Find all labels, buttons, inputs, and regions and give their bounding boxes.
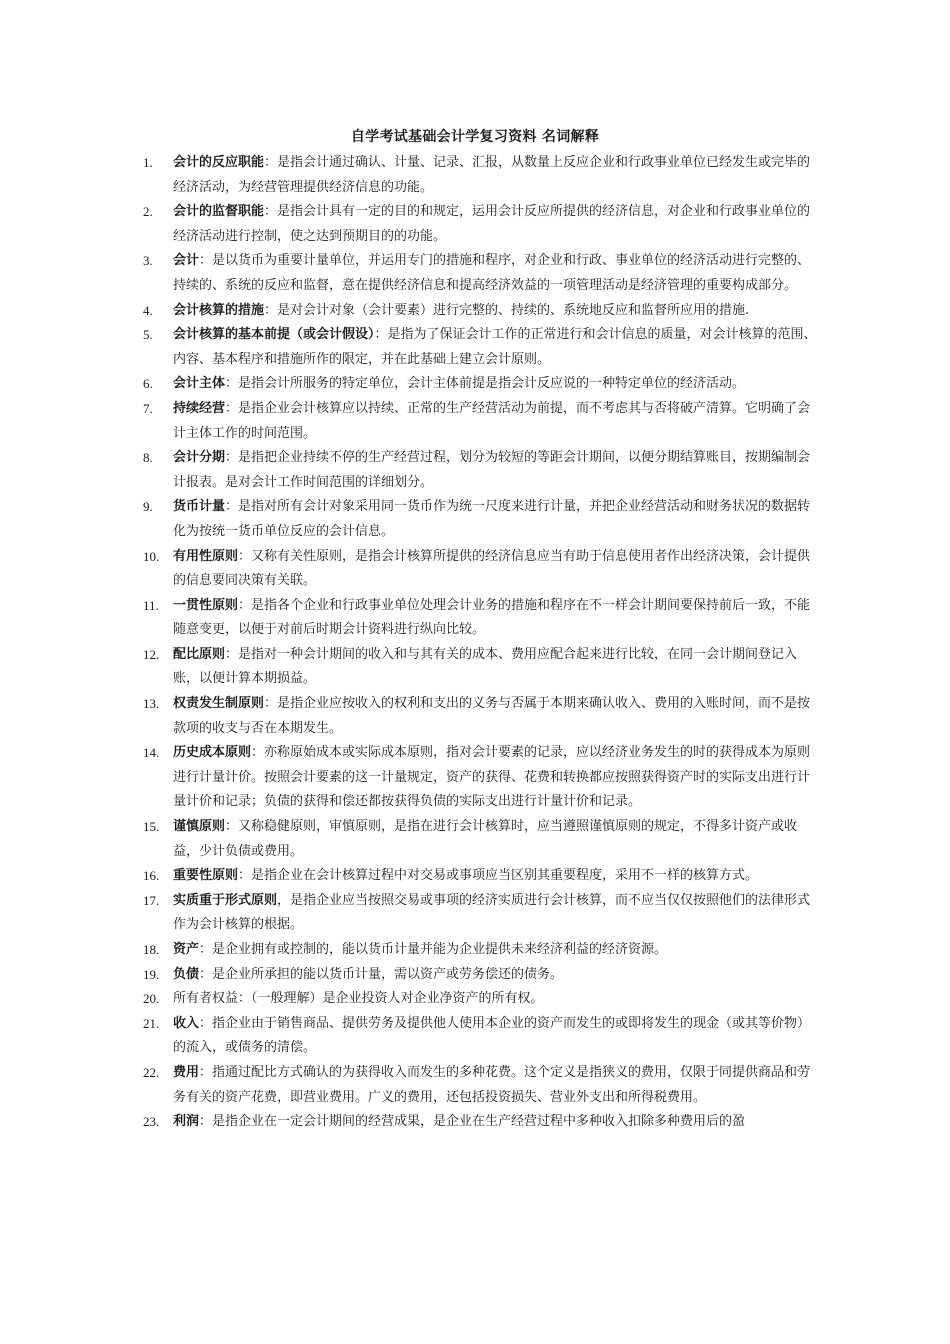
item-number: 19. xyxy=(143,966,160,982)
term-name: 负债 xyxy=(173,966,200,982)
term-item xyxy=(0,938,950,963)
term-item xyxy=(0,495,950,544)
term-separator: ： xyxy=(225,400,239,416)
term-name: 会计核算的措施 xyxy=(173,302,265,318)
term-separator: ： xyxy=(264,204,278,220)
term-definition: 是以货币为重要计量单位，并运用专门的措施和程序，对企业和行政、事业单位的经济活动进行完整的、持续的、系统的反应和监督，意在提供经济信息和提高经济效益的一项管理活动是经济管理的重要构成部分。 xyxy=(173,253,811,293)
term-name: 会计核算的基本前提（或会计假设） xyxy=(173,327,375,343)
term-name: 会计的监督职能 xyxy=(173,204,265,220)
term-separator: ： xyxy=(238,597,252,613)
term-item xyxy=(0,446,950,495)
term-name: 权责发生制原则 xyxy=(173,696,265,712)
term-name: 会计 xyxy=(173,253,200,269)
term-separator: ： xyxy=(238,868,252,884)
item-number: 17. xyxy=(143,892,160,908)
item-number: 11. xyxy=(143,597,159,613)
item-number: 23. xyxy=(143,1114,160,1130)
term-definition: 又称有关性原则，是指会计核算所提供的经济信息应当有助于信息使用者作出经济决策，会计提供的信息要同决策有关联。 xyxy=(173,548,811,589)
item-number: 10. xyxy=(143,548,160,564)
term-name: 资产 xyxy=(173,942,200,957)
item-number: 1. xyxy=(143,155,153,170)
term-item xyxy=(0,987,950,1012)
term-definition: 是指把企业持续不停的生产经营过程，划分为较短的等距会计期间，以便分期结算账目，按期编制会计报表。是对会计工作时间范围的详细划分。 xyxy=(173,450,811,490)
term-name: 会计的反应职能 xyxy=(173,155,265,170)
item-number: 15. xyxy=(143,819,160,835)
item-number: 22. xyxy=(143,1064,160,1080)
term-definition: 是企业拥有或控制的，能以货币计量并能为企业提供未来经济利益的经济资源。 xyxy=(212,942,668,957)
term-definition: 是指会计具有一定的目的和规定，运用会计反应所提供的经济信息，对企业和行政事业单位的经济活动进行控制，使之达到预期目的的功能。 xyxy=(173,204,811,244)
term-item xyxy=(0,815,950,864)
term-item xyxy=(0,594,950,643)
term-item xyxy=(0,864,950,889)
term-name: 利润 xyxy=(173,1114,200,1130)
term-item xyxy=(0,299,950,324)
item-number: 9. xyxy=(143,499,153,515)
term-definition: 是指企业应当按照交易或事项的经济实质进行会计核算，而不应当仅仅按照他们的法律形式作为会计核算的根据。 xyxy=(173,892,811,933)
term-name: 历史成本原则 xyxy=(173,745,252,761)
term-definition: 是指企业应按收入的权利和支出的义务与否属于本期来确认收入、费用的入账时间，而不是按款项的收支与否在本期发生。 xyxy=(173,696,811,736)
term-separator: ， xyxy=(277,892,291,908)
item-number: 2. xyxy=(143,204,153,220)
term-separator: ： xyxy=(225,646,239,662)
term-name: 货币计量 xyxy=(173,499,226,515)
term-name: 费用 xyxy=(173,1064,200,1080)
item-number: 3. xyxy=(143,253,153,269)
term-definition: 是指会计通过确认、计量、记录、汇报，从数量上反应企业和行政事业单位已经发生或完毕的经济活动，为经营管理提供经济信息的功能。 xyxy=(173,155,811,195)
term-separator: ： xyxy=(199,1015,213,1031)
term-name: 谨慎原则 xyxy=(173,819,226,835)
item-number: 14. xyxy=(143,745,160,761)
term-name: 一贯性原则 xyxy=(173,597,239,613)
item-number: 18. xyxy=(143,942,160,957)
term-separator: ： xyxy=(199,253,213,269)
term-definition: 又称稳健原则，审慎原则，是指在进行会计核算时，应当遵照谨慎原则的规定，不得多计资产或收益，少计负债或费用。 xyxy=(173,819,798,859)
term-separator: ： xyxy=(225,499,239,515)
term-item xyxy=(0,1110,950,1135)
term-definition: 所有者权益：（一般理解）是企业投资人对企业净资产的所有权。 xyxy=(173,991,544,1007)
term-item xyxy=(0,323,950,372)
term-definition: 是指对一种会计期间的收入和与其有关的成本、费用应配合起来进行比较，在同一会计期间登记入账，以便计算本期损益。 xyxy=(173,646,798,687)
term-item xyxy=(0,200,950,249)
item-number: 13. xyxy=(143,696,160,712)
term-item xyxy=(0,1012,950,1061)
term-item xyxy=(0,889,950,938)
term-name: 实质重于形式原则 xyxy=(173,892,278,908)
term-separator: ： xyxy=(225,450,239,466)
term-separator: ： xyxy=(225,819,239,835)
term-item xyxy=(0,1061,950,1110)
term-separator: ： xyxy=(199,966,213,982)
term-separator: ： xyxy=(199,1114,213,1130)
term-item xyxy=(0,372,950,397)
document-title: 自学考试基础会计学复习资料 名词解释 xyxy=(350,129,600,145)
item-number: 8. xyxy=(143,450,153,466)
term-separator: ： xyxy=(238,548,252,564)
term-separator: ： xyxy=(251,745,265,761)
term-item xyxy=(0,643,950,692)
term-item xyxy=(0,692,950,741)
term-item xyxy=(0,963,950,988)
term-definition: 是指企业在会计核算过程中对交易或事项应当区别其重要程度，采用不一样的核算方式。 xyxy=(251,868,759,884)
item-number: 4. xyxy=(143,302,153,318)
term-separator: ： xyxy=(199,1064,213,1080)
term-list xyxy=(0,151,950,1135)
term-separator: ： xyxy=(374,327,388,343)
term-name: 会计主体 xyxy=(173,376,226,392)
item-number: 5. xyxy=(143,327,153,343)
term-item xyxy=(0,151,950,200)
term-item xyxy=(0,397,950,446)
term-definition: 是指企业在一定会计期间的经营成果，是企业在生产经营过程中多种收入扣除多种费用后的盈 xyxy=(212,1114,746,1130)
term-item xyxy=(0,249,950,298)
term-definition: 是指会计所服务的特定单位，会计主体前提是指会计反应说的一种特定单位的经济活动。 xyxy=(238,376,746,392)
term-separator: ： xyxy=(225,376,239,392)
term-separator: ： xyxy=(264,696,278,712)
term-name: 持续经营 xyxy=(173,400,226,416)
term-separator: ： xyxy=(264,155,278,170)
item-number: 21. xyxy=(143,1015,160,1031)
term-definition: 是指为了保证会计工作的正常进行和会计信息的质量，对会计核算的范围、内容、基本程序和措施所作的限定，并在此基础上建立会计原则。 xyxy=(173,327,817,367)
item-number: 20. xyxy=(143,991,160,1007)
term-name: 有用性原则 xyxy=(173,548,239,564)
term-separator: ： xyxy=(264,302,278,318)
term-item xyxy=(0,741,950,815)
term-definition: 是指企业会计核算应以持续、正常的生产经营活动为前提，而不考虑其与否将破产清算。它明确了会计主体工作的时间范围。 xyxy=(173,400,811,441)
term-separator: ： xyxy=(199,942,213,957)
term-definition: 指通过配比方式确认的为获得收入而发生的多种花费。这个定义是指狭义的费用，仅限于同提供商品和劳务有关的资产花费，即营业费用。广义的费用，还包括投资损失、营业外支出和所得税费用。 xyxy=(173,1064,811,1105)
term-definition: 是指各个企业和行政事业单位处理会计业务的措施和程序在不一样会计期间要保持前后一致，不能随意变更，以便于对前后时期会计资料进行纵向比较。 xyxy=(173,597,811,638)
term-definition: 亦称原始成本或实际成本原则，指对会计要素的记录，应以经济业务发生的时的获得成本为原则进行计量计价。按照会计要素的这一计量规定，资产的获得、花费和转换都应按照获得资产时的实际支出进行计量计价和记录；负债的获得和偿还都按获得负债的实际支出进行计量计价和记录。 xyxy=(173,745,811,810)
term-name: 会计分期 xyxy=(173,450,226,466)
item-number: 16. xyxy=(143,868,160,884)
term-name: 配比原则 xyxy=(173,646,226,662)
term-definition: 是对会计对象（会计要素）进行完整的、持续的、系统地反应和监督所应用的措施. xyxy=(277,302,750,318)
item-number: 6. xyxy=(143,376,153,392)
term-item xyxy=(0,545,950,594)
term-definition: 是指对所有会计对象采用同一货币作为统一尺度来进行计量，并把企业经营活动和财务状况的数据转化为按统一货币单位反应的会计信息。 xyxy=(173,499,811,539)
term-definition: 指企业由于销售商品、提供劳务及提供他人使用本企业的资产而发生的或即将发生的现金（或其等价物）的流入，或债务的清偿。 xyxy=(173,1015,811,1056)
item-number: 12. xyxy=(143,646,160,662)
item-number: 7. xyxy=(143,400,153,416)
term-definition: 是企业所承担的能以货币计量，需以资产或劳务偿还的债务。 xyxy=(212,966,564,982)
term-name: 重要性原则 xyxy=(173,868,239,884)
term-name: 收入 xyxy=(173,1015,200,1031)
